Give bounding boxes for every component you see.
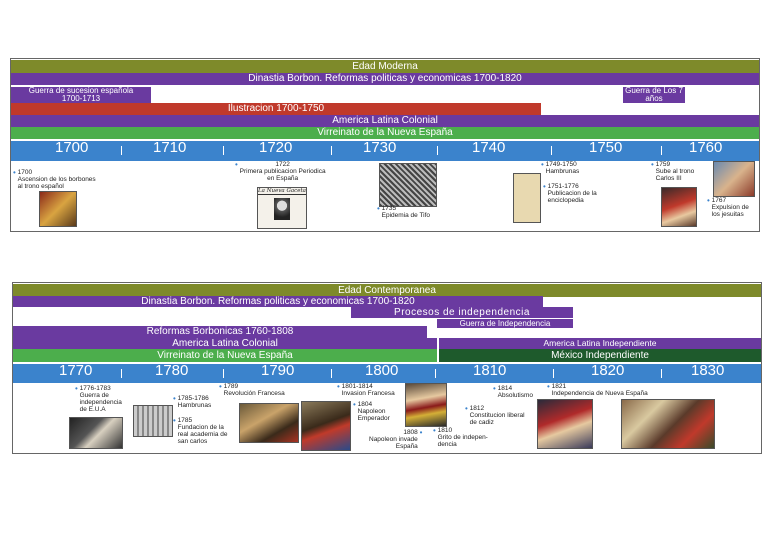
event-1751 <box>543 183 597 204</box>
tick <box>121 369 122 378</box>
year-label: 1760 <box>689 141 723 156</box>
bullet-icon: • <box>235 160 238 169</box>
event-text: 1804 Napoleon Emperador <box>357 401 390 422</box>
bullet-icon: • <box>377 204 380 213</box>
event-1789 <box>219 383 285 397</box>
event-text: 1735 Epidemia de Tifo <box>381 205 431 219</box>
event-1759 <box>651 161 694 182</box>
tick <box>437 146 438 155</box>
year-label: 1830 <box>691 364 725 379</box>
virreinato-bar: Virreinato de la Nueva España <box>13 349 437 362</box>
tifo-engraving-image <box>379 163 437 207</box>
event-text: 1700 Ascension de los borbones al trono español <box>17 169 96 190</box>
libertad-pueblo-image <box>301 401 351 451</box>
year-label: 1710 <box>153 141 187 156</box>
year-label: 1770 <box>59 364 93 379</box>
america-colonial-bar: America Latina Colonial <box>11 115 759 127</box>
bullet-icon: • <box>493 384 496 393</box>
tick <box>661 369 662 378</box>
event-text: 1821 Independencia de Nueva España <box>551 383 648 397</box>
newspaper-image <box>257 187 307 229</box>
era-bar: Edad Contemporanea <box>13 284 761 297</box>
america-independiente-bar: America Latina Independiente <box>439 338 761 349</box>
bullet-icon: • <box>541 160 544 169</box>
year-label: 1800 <box>365 364 399 379</box>
event-1722 <box>235 161 326 182</box>
year-label: 1810 <box>473 364 507 379</box>
war-succession-bar: Guerra de sucesion española 1700-1713 <box>11 87 151 103</box>
event-text: 1785-1786 Hambrunas <box>177 395 212 409</box>
event-1749 <box>541 161 579 175</box>
bullet-icon: • <box>419 428 423 437</box>
event-1767 <box>707 197 749 218</box>
mexico-independiente-bar: México Independiente <box>439 349 761 362</box>
year-label: 1780 <box>155 364 189 379</box>
napoleon-portrait-image <box>405 383 447 427</box>
event-1801 <box>337 383 395 397</box>
bullet-icon: • <box>543 182 546 191</box>
event-1808 <box>369 429 422 450</box>
year-label: 1790 <box>261 364 295 379</box>
procesos-bar: Procesos de independencia <box>351 307 573 318</box>
dynasty-bar: Dinastia Borbon. Reformas politicas y economicas 1700-1820 <box>13 296 543 307</box>
event-text: 1749-1750 Hambrunas <box>545 161 580 175</box>
borbones-painting-image <box>39 191 77 227</box>
event-text: 1785 Fundacion de la real academia de san carlos <box>177 417 228 445</box>
bullet-icon: • <box>13 168 16 177</box>
event-text: 1810 Grito de indepen- dencia <box>437 427 488 448</box>
ilustracion-bar: Ilustracion 1700-1750 <box>11 103 541 115</box>
jesuitas-painting-image <box>713 161 755 197</box>
bullet-icon: • <box>173 394 176 403</box>
event-1814 <box>493 385 533 399</box>
event-text: 1789 Revolución Francesa <box>223 383 285 397</box>
event-text: 1812 Constitucion liberal de cadiz <box>469 405 525 426</box>
event-1776 <box>75 385 122 413</box>
dynasty-bar: Dinastia Borbon. Reformas politicas y economicas 1700-1820 <box>11 73 759 85</box>
guerra-independencia-bar: Guerra de Independencia <box>437 319 573 328</box>
seven-years-war-bar: Guerra de Los 7 años <box>623 87 685 103</box>
carlos-iii-portrait-image <box>661 187 697 227</box>
timeline-panel-moderna <box>10 58 760 232</box>
event-1785-academia <box>173 417 228 445</box>
bullet-icon: • <box>353 400 356 409</box>
year-label: 1720 <box>259 141 293 156</box>
virreinato-bar: Virreinato de la Nueva España <box>11 127 759 139</box>
event-1700 <box>13 169 96 190</box>
bullet-icon: • <box>465 404 468 413</box>
tick <box>223 369 224 378</box>
tick <box>121 146 122 155</box>
newspaper-title: La Nueva Gaceta <box>258 188 306 194</box>
era-bar: Edad Moderna <box>11 60 759 73</box>
event-text: 1751-1776 Publicacion de la enciclopedia <box>547 183 597 204</box>
bullet-icon: • <box>75 384 78 393</box>
year-axis <box>13 364 761 383</box>
tick <box>553 369 554 378</box>
year-axis <box>11 141 759 161</box>
year-label: 1700 <box>55 141 89 156</box>
event-1785-hambrunas <box>173 395 211 409</box>
bullet-icon: • <box>707 196 710 205</box>
america-colonial-bar: America Latina Colonial <box>13 338 437 349</box>
tick <box>331 369 332 378</box>
event-text: 1808 Napoleon invade España <box>369 429 418 450</box>
absolutismo-portrait-image <box>537 399 593 449</box>
reformas-bar: Reformas Borbonicas 1760-1808 <box>13 326 427 338</box>
event-1804 <box>353 401 390 422</box>
year-label: 1820 <box>591 364 625 379</box>
bullet-icon: • <box>433 426 436 435</box>
year-label: 1740 <box>472 141 506 156</box>
bullet-icon: • <box>219 382 222 391</box>
independencia-nueva-espana-image <box>621 399 715 449</box>
tick <box>435 369 436 378</box>
tick <box>551 146 552 155</box>
year-label: 1750 <box>589 141 623 156</box>
event-text: 1801-1814 Invasion Francesa <box>341 383 395 397</box>
bullet-icon: • <box>337 382 340 391</box>
timeline-panel-contemporanea <box>12 282 762 454</box>
enciclopedia-book-image <box>513 173 541 223</box>
newspaper-portrait <box>274 198 290 220</box>
event-1735 <box>377 205 430 219</box>
year-label: 1730 <box>363 141 397 156</box>
independencia-eua-image <box>69 417 123 449</box>
event-1812 <box>465 405 525 426</box>
revolucion-francesa-image <box>239 403 299 443</box>
event-text: 1759 Sube al trono Carlos III <box>655 161 695 182</box>
event-text: 1722 Primera publicacion Periodica en España <box>239 161 326 182</box>
bullet-icon: • <box>173 416 176 425</box>
bullet-icon: • <box>547 382 550 391</box>
tick <box>223 146 224 155</box>
event-text: 1776-1783 Guerra de independencia de E.U.A <box>79 385 122 413</box>
event-1810 <box>433 427 488 448</box>
tick <box>661 146 662 155</box>
tick <box>331 146 332 155</box>
event-text: 1767 Expulsion de los jesuitas <box>711 197 749 218</box>
bullet-icon: • <box>651 160 654 169</box>
event-text: 1814 Absolutismo <box>497 385 534 399</box>
academia-san-carlos-image <box>133 405 173 437</box>
event-1821 <box>547 383 648 397</box>
